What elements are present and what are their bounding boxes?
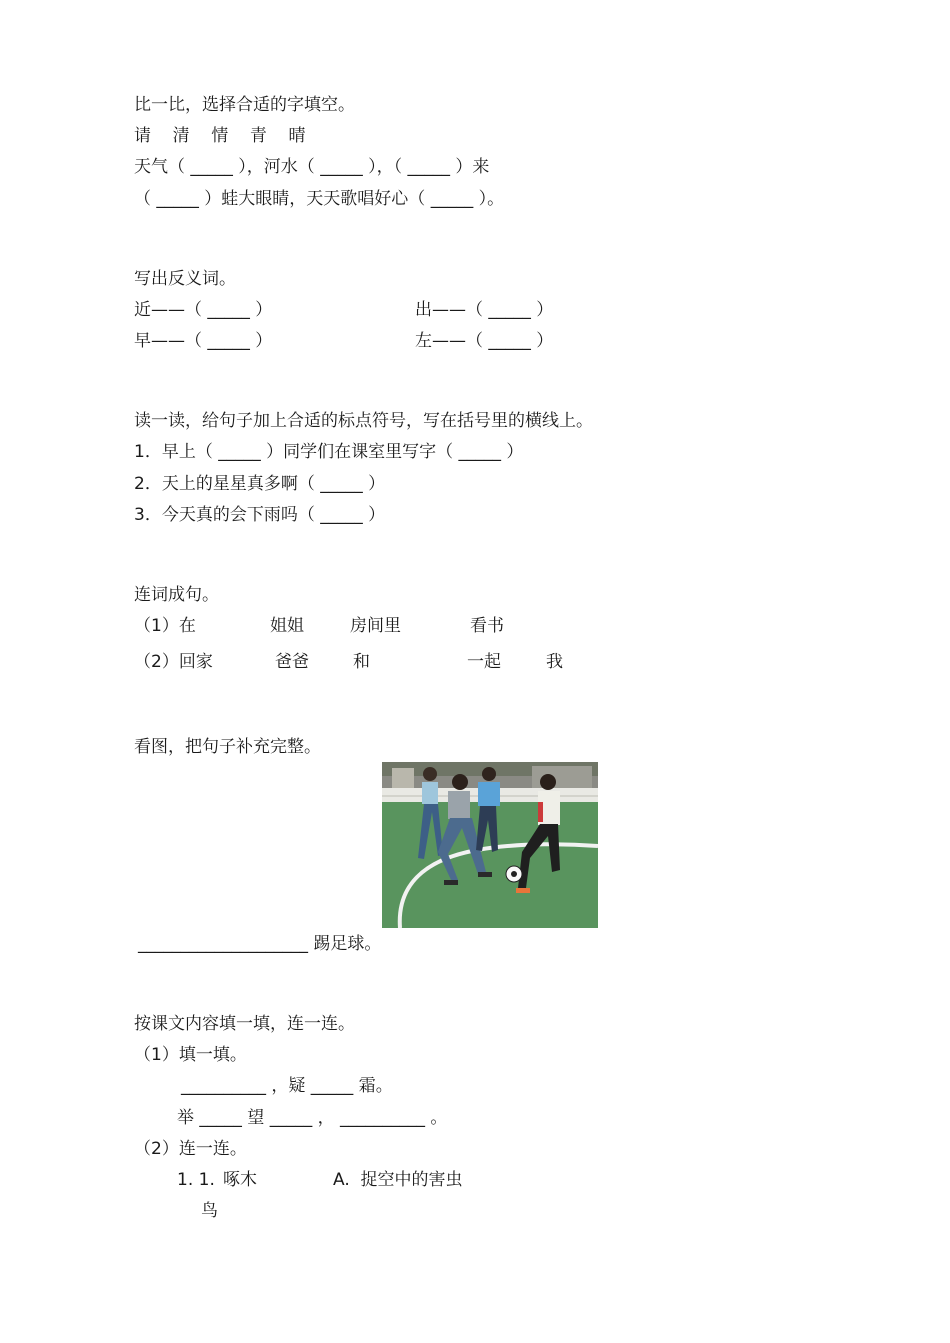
word-chip: 一起 [467, 652, 501, 672]
punctuation-item: 2．天上的星星真多啊（ _____ ） [134, 474, 386, 494]
match-option-a: A. 捉空中的害虫 [333, 1170, 463, 1190]
section6-part1-label: （1）填一填。 [134, 1045, 247, 1065]
punctuation-item: 1．早上（ _____ ）同学们在课室里写字（ _____ ） [134, 442, 524, 462]
word-chip: 和 [353, 652, 370, 672]
antonym-item: 近——（ _____ ） [134, 300, 273, 320]
word-chip: 房间里 [350, 616, 401, 636]
section2-title: 写出反义词。 [134, 269, 236, 289]
word-chip: 姐姐 [270, 616, 304, 636]
section3-title: 读一读，给句子加上合适的标点符号，写在括号里的横线上。 [134, 411, 593, 431]
poem-fill-line2: 举 _____ 望 _____ ， __________ 。 [177, 1108, 448, 1128]
poem-fill-line1: __________ ，疑 _____ 霜。 [181, 1076, 393, 1096]
word-chip: 我 [546, 652, 563, 672]
word-chip: 爸爸 [275, 652, 309, 672]
section5-answer-line: ____________________ 踢足球。 [138, 934, 382, 954]
section5-title: 看图，把句子补充完整。 [134, 737, 321, 757]
word-chip: （1）在 [134, 616, 196, 636]
section1-fill-line1: 天气（ _____ ），河水（ _____ ），（ _____ ）来 [134, 157, 490, 177]
antonym-item: 早——（ _____ ） [134, 331, 273, 351]
match-item-number: 1. 1. [177, 1170, 215, 1190]
section6-part2-label: （2）连一连。 [134, 1139, 247, 1159]
section6-title: 按课文内容填一填，连一连。 [134, 1014, 355, 1034]
match-item-name-cont: 鸟 [201, 1201, 218, 1221]
word-chip: （2）回家 [134, 652, 213, 672]
section1-fill-line2: （ _____ ）蛙大眼睛，天天歌唱好心（ _____ ）。 [134, 189, 505, 209]
antonym-item: 出——（ _____ ） [415, 300, 554, 320]
match-item-name: 啄木 [223, 1170, 257, 1190]
punctuation-item: 3．今天真的会下雨吗（ _____ ） [134, 505, 386, 525]
word-chip: 看书 [470, 616, 504, 636]
antonym-item: 左——（ _____ ） [415, 331, 554, 351]
section4-title: 连词成句。 [134, 585, 219, 605]
section1-char-options: 请 清 情 青 晴 [134, 126, 306, 146]
section1-title: 比一比，选择合适的字填空。 [134, 95, 355, 115]
soccer-photo [382, 762, 598, 928]
